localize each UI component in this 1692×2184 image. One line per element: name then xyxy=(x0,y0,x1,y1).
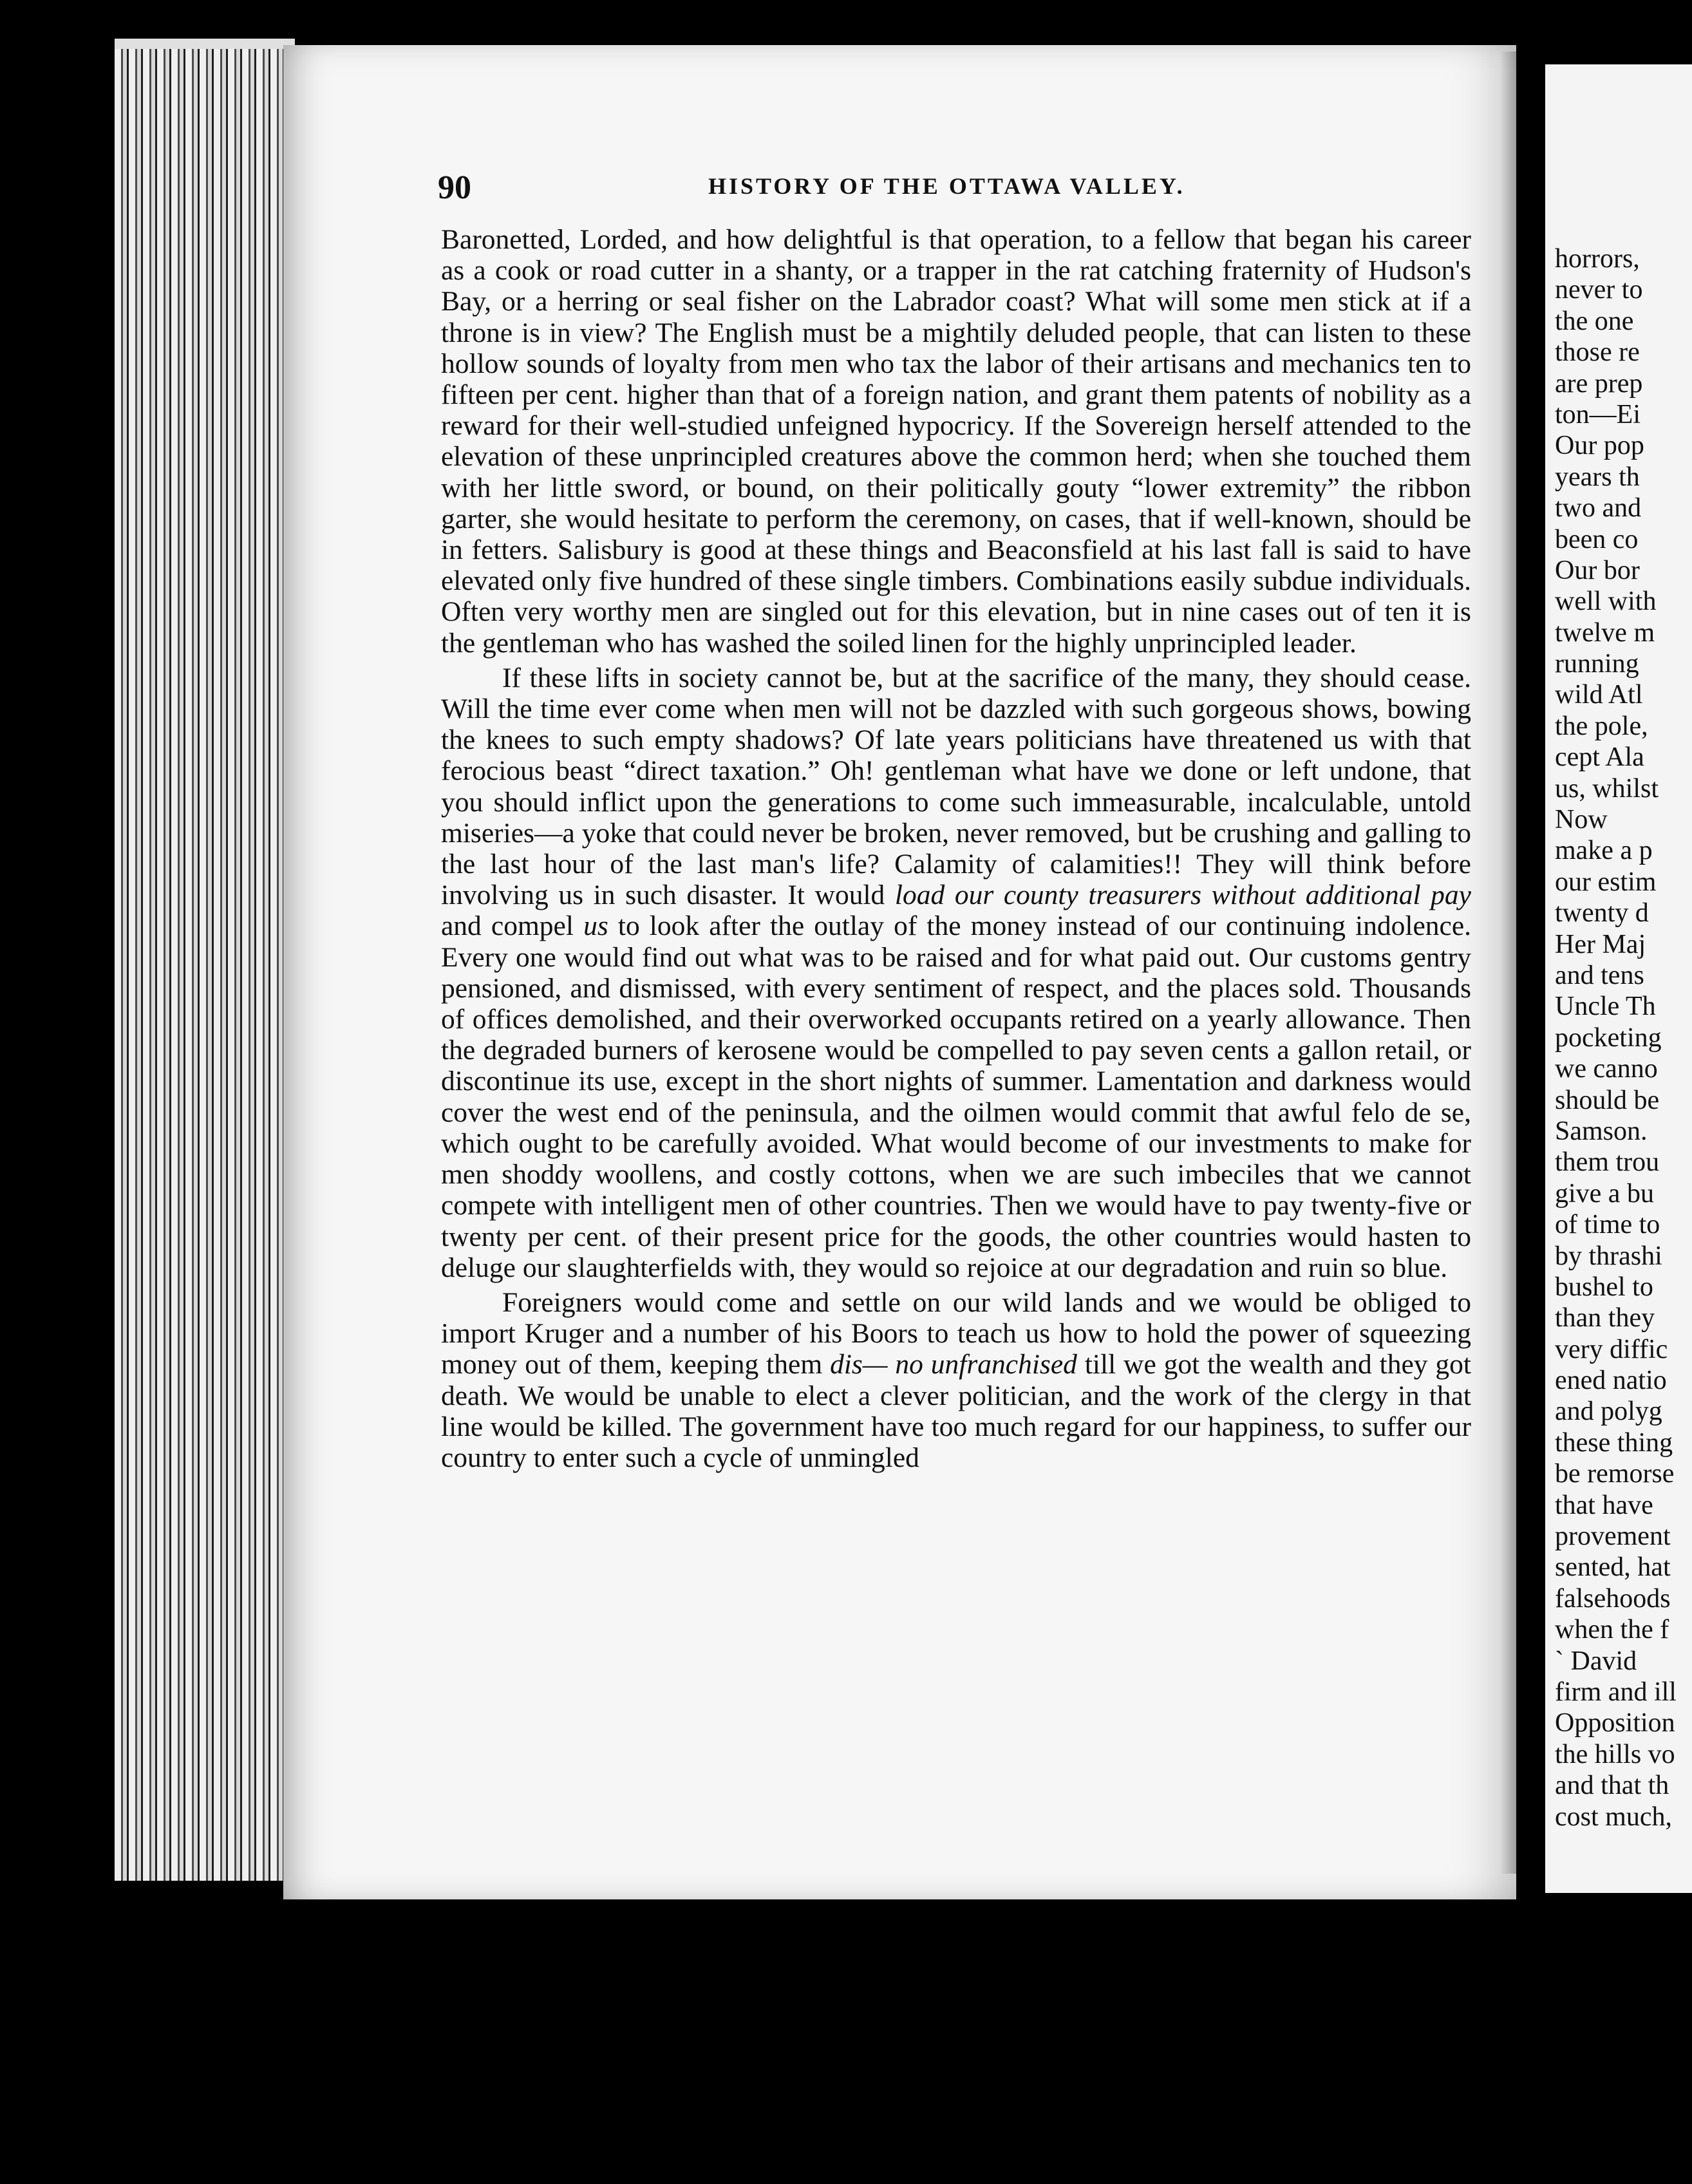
gutter-shadow xyxy=(1500,52,1539,1874)
right-page-line: that have xyxy=(1555,1490,1653,1520)
paragraph-2 xyxy=(441,663,1471,1283)
right-page-line: provement xyxy=(1555,1521,1671,1552)
paragraph-2-text: If these lifts in society cannot be, but at the sacrifice of the many, they should cease. Will the time ever come when men will not be dazzled with such gorgeous shows, bowing the knees to such empty shadows? Of late years politicians have threatened us with that ferocious beast “direct taxation.” Oh! gentleman what have we done or left undone, that you should inflict upon the generations to come such immeasurable, incalculable, untold miseries—a yoke that could never be broken, never removed, but be crushing and galling to the last hour of the last man's life? Calamity of calamities!! They will think before involving us in such disaster. It would xyxy=(441,662,1471,911)
paragraph-1: Baronetted, Lorded, and how delightful is that operation, to a fellow that began his career as a cook or road cutter in a shanty, or a trapper in the rat catching fraternity of Hudson's Bay, or a herring or seal fisher on the Labrador coast? What will some men stick at if a throne is in view? The English must be a mightily deluded people, that can listen to these hollow sounds of loyalty from men who tax the labor of their artisans and mechanics ten to fifteen per cent. higher than that of a foreign nation, and grant them patents of nobility as a reward for their well-studied unfeigned hypocricy. If the Sovereign herself attended to the elevation of these unprincipled creatures above the common herd; when she touched them with her little sword, or bound, on their politically gouty “lower extremity” the ribbon garter, she would hesitate to perform the ceremony, on cases, that if well-known, should be in fetters. Salisbury is good at these things and Beaconsfield at his last fall is said to have elevated only five hundred of these single timbers. Combinations easily subdue individuals. Often very worthy men are singled out for this elevation, but in nine cases out of ten it is the gentleman who has washed the soiled linen for the highly unprincipled leader. xyxy=(441,224,1471,659)
right-page-line: ton—Ei xyxy=(1555,399,1640,429)
right-page-line: Samson. xyxy=(1555,1116,1648,1146)
right-page-line: falsehoods xyxy=(1555,1583,1671,1614)
right-page-line: been co xyxy=(1555,524,1639,554)
right-page-line: years th xyxy=(1555,462,1640,492)
right-page-line: never to xyxy=(1555,275,1643,305)
right-page-line: running xyxy=(1555,649,1639,679)
right-page-line: ` David xyxy=(1555,1646,1637,1676)
right-page-line: the pole, xyxy=(1555,711,1648,741)
right-page-line: wild Atl xyxy=(1555,680,1643,710)
right-page-line: Uncle Th xyxy=(1555,992,1656,1022)
paragraph-3 xyxy=(441,1287,1471,1473)
right-page-line: make a p xyxy=(1555,836,1653,866)
right-page-line: by thrashi xyxy=(1555,1241,1662,1271)
right-page-line: firm and ill xyxy=(1555,1677,1677,1707)
right-page-line: be remorse xyxy=(1555,1459,1675,1489)
paragraph-2-text-b: and compel xyxy=(441,910,574,942)
right-page-line: and tens xyxy=(1555,960,1644,990)
right-page-line: those re xyxy=(1555,337,1640,368)
right-page-line: should be xyxy=(1555,1085,1660,1115)
right-page-line: Opposition xyxy=(1555,1708,1675,1738)
right-page-line: Our bor xyxy=(1555,555,1640,585)
right-page-line: these thing xyxy=(1555,1427,1673,1458)
page-edge-stack xyxy=(115,49,288,1881)
right-page-line: sented, hat xyxy=(1555,1552,1671,1583)
right-page-line: Her Maj xyxy=(1555,929,1646,959)
right-page-line: and that th xyxy=(1555,1771,1669,1801)
paragraph-2-text-c: to look after the outlay of the money instead of our continuing indolence. Every one would find out what was to be raised and for what paid out. Our customs gentry pensioned, and dismissed, with every sentiment of respect, and the places sold. Thousands of offices demolished, and their overworked occupants retired on a yearly allowance. Then the degraded burners of kerosene would be compelled to pay seven cents a gallon retail, or discontinue its use, except in the short nights of summer. Lamentation and darkness would cover the west end of the peninsula, and the oilmen would commit that awful felo de se, which ought to be carefully avoided. What would become of our investments to make for men shoddy woollens, and costly cottons, when we are such imbeciles that we cannot compete with intelligent men of other countries. Then we would have to pay twenty-five or twenty per cent. of their present price for the goods, the other countries would hasten to deluge our slaughterfields with, they would so rejoice at our degradation and ruin so blue. xyxy=(441,910,1472,1283)
right-page-line: Now xyxy=(1555,805,1608,835)
running-head: HISTORY OF THE OTTAWA VALLEY. xyxy=(708,173,1185,199)
right-page-line: twelve m xyxy=(1555,617,1655,648)
right-page-line: very diffic xyxy=(1555,1334,1668,1364)
right-page-text xyxy=(1555,243,1692,1832)
right-page-line: the one xyxy=(1555,306,1634,336)
right-page-line: cost much, xyxy=(1555,1802,1672,1832)
right-page-line: them trou xyxy=(1555,1147,1660,1178)
paragraph-2-italic-phrase: load our county treasurers without additional pay xyxy=(894,880,1471,911)
right-page-line: us, whilst xyxy=(1555,773,1659,804)
right-page-line: two and xyxy=(1555,493,1642,523)
right-page-line: horrors, xyxy=(1555,244,1640,274)
body-text xyxy=(441,224,1471,1473)
right-page-line: and polyg xyxy=(1555,1397,1662,1427)
paragraph-2-italic-us: us xyxy=(583,910,608,942)
page-number: 90 xyxy=(438,169,471,206)
right-page-line: the hills vo xyxy=(1555,1739,1675,1769)
paragraph-3-text-b: till we got the wealth and they got death. We would be unable to elect a clever politician, and the work of the clergy in that line would be killed. The government have too much regard for our happiness, to suffer our country to enter such a cycle of unmingled xyxy=(441,1349,1472,1473)
right-page-line: of time to xyxy=(1555,1210,1660,1240)
right-page-line: pocketing xyxy=(1555,1022,1662,1053)
right-page-line: Our pop xyxy=(1555,431,1644,461)
right-page-line: are prep xyxy=(1555,368,1643,399)
right-page-line: ened natio xyxy=(1555,1366,1667,1396)
right-page-line: when the f xyxy=(1555,1615,1669,1645)
right-page-line: twenty d xyxy=(1555,898,1649,928)
right-page-line: our estim xyxy=(1555,867,1657,897)
right-page-line: cept Ala xyxy=(1555,742,1644,773)
paragraph-3-text: Foreigners would come and settle on our wild lands and we would be obliged to import Kruger and a number of his Boors to teach us how to hold the power of squeezing money out of them, keeping them xyxy=(441,1286,1471,1380)
right-page-line: than they xyxy=(1555,1303,1655,1333)
page-header xyxy=(438,169,1442,207)
right-page-line: well with xyxy=(1555,587,1657,617)
paragraph-3-italic: dis— no unfranchised xyxy=(830,1349,1077,1380)
right-page-line: give a bu xyxy=(1555,1178,1654,1209)
right-page-line: bushel to xyxy=(1555,1272,1653,1302)
right-page-line: we canno xyxy=(1555,1054,1658,1084)
